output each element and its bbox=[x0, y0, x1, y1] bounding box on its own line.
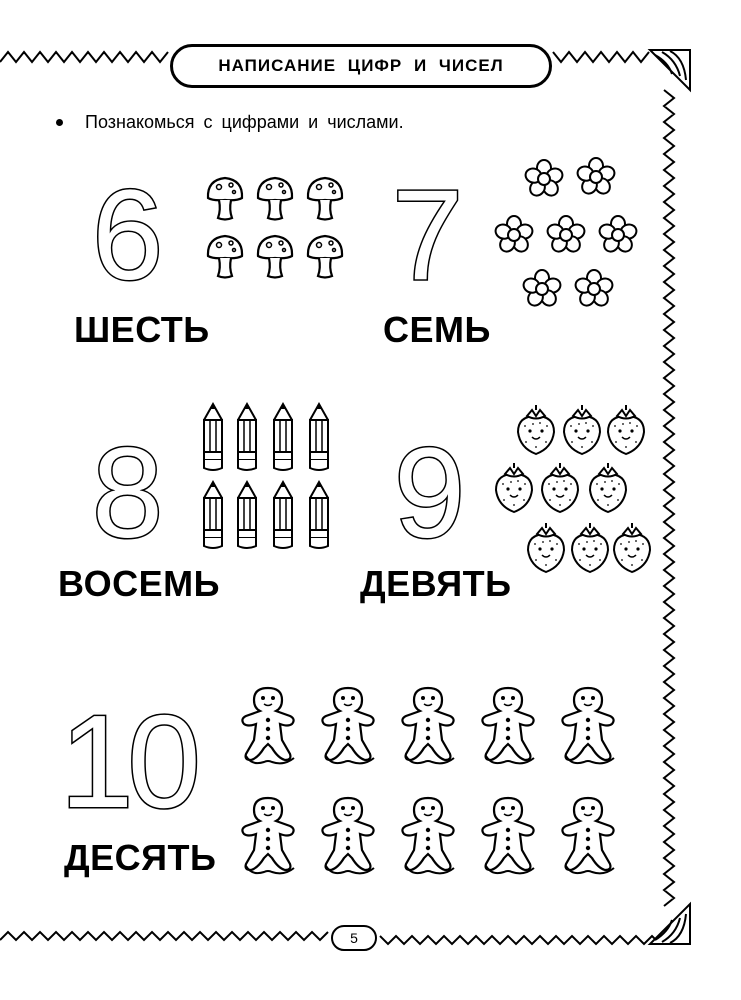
pencil-icon bbox=[310, 404, 328, 470]
word-nine: ДЕВЯТЬ bbox=[360, 563, 512, 604]
flower-icon bbox=[574, 270, 615, 308]
pencil-group bbox=[195, 400, 345, 555]
flower-icon bbox=[546, 216, 587, 254]
word-ten: ДЕСЯТЬ bbox=[64, 837, 217, 878]
gingerbread-man-icon bbox=[242, 798, 294, 873]
pencil-icon bbox=[274, 404, 292, 470]
pencil-icon bbox=[204, 482, 222, 548]
corner-ornament-bottom-right bbox=[650, 904, 690, 944]
flower-icon bbox=[576, 158, 617, 196]
word-six: ШЕСТЬ bbox=[74, 309, 210, 350]
mushroom-icon bbox=[208, 178, 242, 220]
page-number: 5 bbox=[331, 925, 377, 951]
gingerbread-man-icon bbox=[242, 688, 294, 763]
strawberry-icon bbox=[564, 405, 600, 454]
gingerbread-man-icon bbox=[402, 688, 454, 763]
digit-seven: 7 bbox=[392, 164, 464, 307]
strawberry-icon bbox=[572, 523, 608, 572]
flower-icon bbox=[524, 160, 565, 198]
zigzag-border-bottom-right bbox=[380, 936, 660, 944]
word-seven: СЕМЬ bbox=[383, 309, 491, 350]
mushroom-icon bbox=[308, 236, 342, 278]
gingerbread-man-icon bbox=[322, 798, 374, 873]
digit-eight: 8 bbox=[92, 422, 164, 565]
title-banner bbox=[170, 44, 552, 88]
zigzag-border-bottom-left bbox=[0, 932, 328, 940]
mushroom-icon bbox=[308, 178, 342, 220]
strawberry-icon bbox=[518, 405, 554, 454]
zigzag-border-top-left bbox=[0, 52, 168, 62]
bullet-icon bbox=[56, 119, 63, 126]
instruction-text: Познакомься с цифрами и числами. bbox=[85, 112, 404, 132]
strawberry-icon bbox=[542, 463, 578, 512]
flower-icon bbox=[494, 216, 535, 254]
pencil-icon bbox=[274, 482, 292, 548]
strawberry-icon bbox=[528, 523, 564, 572]
word-eight: ВОСЕМЬ bbox=[58, 563, 220, 604]
gingerbread-man-icon bbox=[402, 798, 454, 873]
strawberry-icon bbox=[614, 523, 650, 572]
gingerbread-group bbox=[238, 680, 638, 890]
instruction bbox=[56, 112, 404, 133]
digit-six: 6 bbox=[92, 164, 164, 307]
mushroom-icon bbox=[208, 236, 242, 278]
mushroom-icon bbox=[258, 178, 292, 220]
zigzag-border-right bbox=[664, 90, 674, 906]
page-title: НАПИСАНИЕ ЦИФР И ЧИСЕЛ bbox=[218, 56, 504, 75]
gingerbread-man-icon bbox=[482, 798, 534, 873]
gingerbread-man-icon bbox=[322, 688, 374, 763]
zigzag-border-top-right bbox=[553, 52, 649, 62]
flower-icon bbox=[598, 216, 639, 254]
pencil-icon bbox=[310, 482, 328, 548]
pencil-icon bbox=[238, 404, 256, 470]
mushroom-group bbox=[200, 170, 350, 290]
mushroom-icon bbox=[258, 236, 292, 278]
gingerbread-man-icon bbox=[562, 688, 614, 763]
digit-ten: 10 bbox=[60, 688, 195, 835]
flower-group bbox=[490, 155, 650, 315]
digit-nine: 9 bbox=[394, 422, 466, 565]
pencil-icon bbox=[204, 404, 222, 470]
gingerbread-man-icon bbox=[562, 798, 614, 873]
flower-icon bbox=[522, 270, 563, 308]
strawberry-icon bbox=[496, 463, 532, 512]
corner-ornament-top-right bbox=[650, 50, 690, 90]
strawberry-group bbox=[490, 400, 655, 580]
pencil-icon bbox=[238, 482, 256, 548]
strawberry-icon bbox=[590, 463, 626, 512]
strawberry-icon bbox=[608, 405, 644, 454]
gingerbread-man-icon bbox=[482, 688, 534, 763]
